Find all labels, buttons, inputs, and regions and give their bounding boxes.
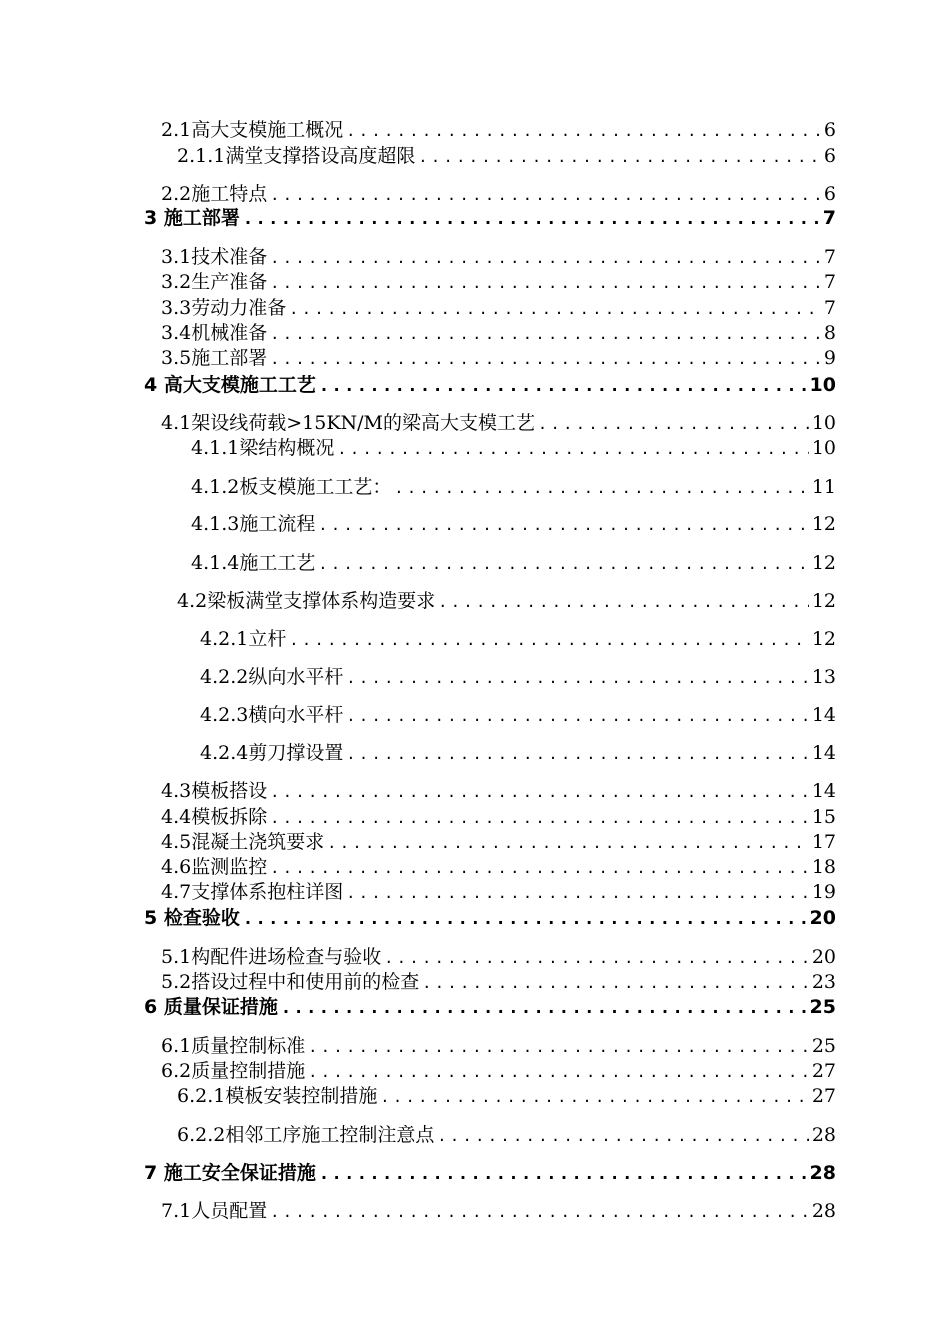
- toc-entry-6-1[interactable]: [161, 1034, 836, 1058]
- toc-entry-3[interactable]: [144, 206, 836, 230]
- toc-entry-title: 4.2.2纵向水平杆: [200, 666, 344, 688]
- toc-entry-title: 4.4模板拆除: [161, 806, 268, 828]
- toc-entry-7[interactable]: [144, 1161, 836, 1185]
- toc-entry-title: 4.3模板搭设: [161, 780, 268, 802]
- toc-page-number: 13: [811, 666, 836, 688]
- toc-entry-2-1[interactable]: [161, 118, 836, 142]
- toc-entry-title: 7 施工安全保证措施: [144, 1162, 316, 1184]
- toc-entry-title: 6.1质量控制标准: [161, 1035, 306, 1057]
- toc-entry-title: 3.2生产准备: [161, 271, 268, 293]
- dot-leader: [243, 907, 807, 931]
- toc-entry-title: 4.7支撑体系抱柱详图: [161, 881, 344, 903]
- toc-entry-title: 6.2.1模板安装控制措施: [177, 1085, 378, 1107]
- toc-entry-title: 6.2.2相邻工序施工控制注意点: [177, 1124, 435, 1146]
- toc-entry-title: 4.2.4剪刀撑设置: [200, 742, 344, 764]
- dot-leader: [380, 1085, 808, 1109]
- toc-entry-title: 5.1构配件进场检查与验收: [161, 946, 382, 968]
- toc-entry-title: 4.6监测监控: [161, 856, 268, 878]
- toc-entry-4-4[interactable]: [161, 805, 836, 829]
- dot-leader: [270, 322, 821, 346]
- toc-page-number: 20: [809, 907, 836, 929]
- toc-entry-title: 4.5混凝土浇筑要求: [161, 831, 325, 853]
- toc-entry-title: 4.2.1立杆: [200, 628, 287, 650]
- toc-entry-6[interactable]: [144, 995, 836, 1019]
- dot-leader: [318, 552, 808, 576]
- toc-entry-4-2-2[interactable]: [200, 665, 836, 689]
- dot-leader: [289, 628, 808, 652]
- toc-page-number: 12: [811, 513, 836, 535]
- toc-page-number: 6: [823, 183, 836, 205]
- toc-page-number: 28: [809, 1162, 836, 1184]
- toc-page-number: 27: [811, 1085, 836, 1107]
- toc-entry-3-1[interactable]: [161, 245, 836, 269]
- toc-entry-3-5[interactable]: [161, 346, 836, 370]
- dot-leader: [243, 207, 820, 231]
- toc-entry-title: 3.3劳动力准备: [161, 297, 287, 319]
- dot-leader: [337, 437, 808, 461]
- dot-leader: [318, 513, 808, 537]
- toc-entry-title: 4 高大支模施工工艺: [144, 374, 316, 396]
- toc-entry-title: 7.1人员配置: [161, 1200, 268, 1222]
- toc-page-number: 10: [809, 374, 836, 396]
- toc-page-number: 28: [811, 1200, 836, 1222]
- toc-page-number: 14: [811, 742, 836, 764]
- toc-entry-title: 4.1.2板支模施工工艺：: [191, 476, 392, 498]
- toc-page-number: 7: [822, 207, 836, 229]
- toc-page-number: 28: [811, 1124, 836, 1146]
- toc-entry-4-2[interactable]: [177, 589, 836, 613]
- toc-entry-title: 4.1.3施工流程: [191, 513, 316, 535]
- toc-entry-title: 6.2质量控制措施: [161, 1060, 306, 1082]
- dot-leader: [346, 666, 808, 690]
- dot-leader: [394, 476, 808, 500]
- toc-entry-title: 2.1高大支模施工概况: [161, 119, 344, 141]
- dot-leader: [346, 742, 808, 766]
- toc-entry-title: 4.2.3横向水平杆: [200, 704, 344, 726]
- toc-entry-title: 3 施工部署: [144, 207, 240, 229]
- toc-entry-title: 4.2梁板满堂支撑体系构造要求: [177, 590, 436, 612]
- toc-entry-title: 3.1技术准备: [161, 246, 268, 268]
- toc-page-number: 12: [811, 552, 836, 574]
- toc-entry-4-2-3[interactable]: [200, 703, 836, 727]
- toc-page-number: 7: [823, 297, 836, 319]
- dot-leader: [319, 374, 807, 398]
- toc-entry-5-1[interactable]: [161, 945, 836, 969]
- toc-page-number: 12: [811, 628, 836, 650]
- dot-leader: [270, 780, 809, 804]
- toc-page-number: 23: [811, 971, 836, 993]
- toc-page-number: 11: [811, 476, 836, 498]
- toc-entry-3-3[interactable]: [161, 296, 836, 320]
- toc-page-number: 14: [811, 780, 836, 802]
- toc-entry-6-2[interactable]: [161, 1059, 836, 1083]
- toc-entry-4-6[interactable]: [161, 855, 836, 879]
- toc-page-number: 6: [823, 145, 836, 167]
- toc-page-number: 27: [811, 1060, 836, 1082]
- toc-page-number: 18: [811, 856, 836, 878]
- toc-entry-title: 2.1.1满堂支撑搭设高度超限: [177, 145, 416, 167]
- toc-page-number: 25: [811, 1035, 836, 1057]
- dot-leader: [422, 971, 809, 995]
- dot-leader: [270, 856, 809, 880]
- dot-leader: [437, 1124, 808, 1148]
- toc-page-number: 12: [811, 590, 836, 612]
- dot-leader: [270, 246, 821, 270]
- toc-entry-4-1[interactable]: [161, 411, 836, 435]
- toc-page-number: 8: [823, 322, 836, 344]
- toc-entry-title: 5 检查验收: [144, 907, 240, 929]
- toc-entry-4-1-4[interactable]: [191, 551, 836, 575]
- dot-leader: [270, 271, 821, 295]
- toc-entry-4-2-4[interactable]: [200, 741, 836, 765]
- toc-page-number: 7: [823, 271, 836, 293]
- toc-page-number: 7: [823, 246, 836, 268]
- toc-page-number: 19: [811, 881, 836, 903]
- dot-leader: [538, 412, 809, 436]
- toc-page-number: 6: [823, 119, 836, 141]
- toc-page-number: 10: [811, 437, 836, 459]
- dot-leader: [308, 1060, 809, 1084]
- toc-page-number: 15: [811, 806, 836, 828]
- dot-leader: [327, 831, 809, 855]
- dot-leader: [270, 183, 821, 207]
- toc-entry-6-2-2[interactable]: [177, 1123, 836, 1147]
- toc-page-number: 14: [811, 704, 836, 726]
- dot-leader: [346, 119, 821, 143]
- toc-entry-title: 4.1.1梁结构概况: [191, 437, 335, 459]
- toc-page-number: 17: [811, 831, 836, 853]
- toc-entry-5[interactable]: [144, 906, 836, 930]
- dot-leader: [418, 145, 821, 169]
- dot-leader: [346, 704, 808, 728]
- dot-leader: [270, 1200, 809, 1224]
- toc-entry-4-1-1[interactable]: [191, 436, 836, 460]
- toc-entry-4-1-3[interactable]: [191, 512, 836, 536]
- toc-entry-title: 3.4机械准备: [161, 322, 268, 344]
- dot-leader: [384, 946, 809, 970]
- toc-page-number: 10: [811, 412, 836, 434]
- dot-leader: [346, 881, 809, 905]
- toc-entry-4-7[interactable]: [161, 880, 836, 904]
- toc-page-number: 9: [823, 347, 836, 369]
- toc-entry-4-1-2[interactable]: [191, 475, 836, 499]
- toc-entry-title: 2.2施工特点: [161, 183, 268, 205]
- toc-entry-title: 3.5施工部署: [161, 347, 268, 369]
- dot-leader: [319, 1162, 807, 1186]
- toc-entry-4[interactable]: [144, 373, 836, 397]
- toc-entry-title: 4.1架设线荷载>15KN/M的梁高大支模工艺: [161, 412, 535, 434]
- toc-entry-4-2-1[interactable]: [200, 627, 836, 651]
- toc-page-number: 25: [809, 996, 836, 1018]
- dot-leader: [270, 806, 809, 830]
- dot-leader: [289, 297, 821, 321]
- dot-leader: [438, 590, 809, 614]
- toc-entry-title: 5.2搭设过程中和使用前的检查: [161, 971, 420, 993]
- dot-leader: [281, 996, 807, 1020]
- toc-entry-4-3[interactable]: [161, 779, 836, 803]
- toc-entry-title: 4.1.4施工工艺: [191, 552, 316, 574]
- toc-entry-6-2-1[interactable]: [177, 1084, 836, 1108]
- toc-entry-title: 6 质量保证措施: [144, 996, 278, 1018]
- dot-leader: [308, 1035, 809, 1059]
- dot-leader: [270, 347, 821, 371]
- toc-entry-5-2[interactable]: [161, 970, 836, 994]
- toc-entry-2-2[interactable]: [161, 182, 836, 206]
- toc-page-number: 20: [811, 946, 836, 968]
- toc-entry-4-5[interactable]: [161, 830, 836, 854]
- toc-entry-2-1-1[interactable]: [177, 144, 836, 168]
- toc-entry-7-1[interactable]: [161, 1199, 836, 1223]
- toc-entry-3-4[interactable]: [161, 321, 836, 345]
- toc-entry-3-2[interactable]: [161, 270, 836, 294]
